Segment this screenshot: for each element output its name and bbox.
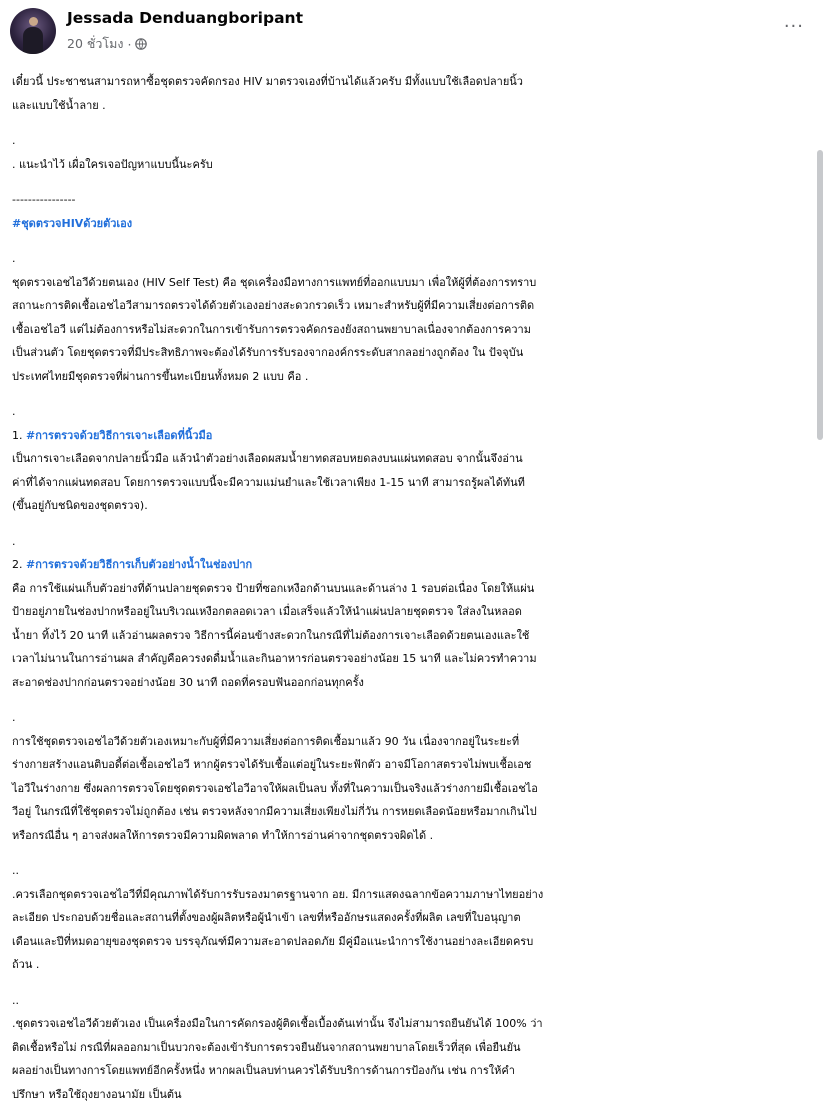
hashtag-link[interactable]: #ชุดตรวจHIVด้วยตัวเอง xyxy=(12,212,812,236)
more-options-icon[interactable]: ··· xyxy=(784,18,804,36)
definition-line: ประเทศไทยมีชุดตรวจที่ผ่านการขึ้นทะเบียนทั้งหมด 2 แบบ คือ . xyxy=(12,365,812,389)
intro-line: . แนะนำไว้ เผื่อใครเจอปัญหาแบบนี้นะครับ xyxy=(12,153,812,177)
method-2-line: น้ำยา ทิ้งไว้ 20 นาที แล้วอ่านผลตรวจ วิธีการนี้ค่อนข้างสะดวกในกรณีที่ไม่ต้องการเจาะเลือดด้วยตนเองและใช้ xyxy=(12,624,812,648)
quality-line: .ควรเลือกชุดตรวจเอชไอวีที่มีคุณภาพได้รับการรับรองมาตรฐานจาก อย. มีการแสดงฉลากข้อความภาษาไทยอย่าง xyxy=(12,883,812,907)
avatar-body xyxy=(23,27,43,54)
quality-line: ถ้วน . xyxy=(12,953,812,977)
meta-separator: · xyxy=(127,37,131,52)
post-meta xyxy=(67,34,147,54)
screening-line: ปรึกษา หรือใช้ถุงยางอนามัย เป็นต้น xyxy=(12,1083,812,1106)
method-2-number: 2. xyxy=(12,558,26,571)
scrollbar-thumb[interactable] xyxy=(817,150,823,440)
dot-line: . xyxy=(12,400,812,424)
intro-line: เดี๋ยวนี้ ประชาชนสามารถหาซื้อชุดตรวจคัดกรอง HIV มาตรวจเองที่บ้านได้แล้วครับ มีทั้งแบบใช้เลือดปลายนิ้ว xyxy=(12,70,812,94)
method-1-line: (ขึ้นอยู่กับชนิดของชุดตรวจ). xyxy=(12,494,812,518)
globe-icon xyxy=(135,38,147,50)
usage-line: การใช้ชุดตรวจเอชไอวีด้วยตัวเองเหมาะกับผู้ที่มีความเสี่ยงต่อการติดเชื้อมาแล้ว 90 วัน เนื่องจากอยู่ในระยะที่ xyxy=(12,730,812,754)
usage-line: วีอยู่ ในกรณีที่ใช้ชุดตรวจไม่ถูกต้อง เช่น ตรวจหลังจากมีความเสี่ยงเพียงไม่กี่วัน การหยดเลือดน้อยหรือมากเกินไป xyxy=(12,800,812,824)
dot-line: . xyxy=(12,129,812,153)
definition-line: ชุดตรวจเอชไอวีด้วยตนเอง (HIV Self Test) คือ ชุดเครื่องมือทางการแพทย์ที่ออกแบบมา เพื่อให้ผู้ที่ต้องการทราบ xyxy=(12,271,812,295)
intro-line: และแบบใช้น้ำลาย . xyxy=(12,94,812,118)
definition-line: เชื้อเอชไอวี แต่ไม่ต้องการหรือไม่สะดวกในการเข้ารับการตรวจคัดกรองยังสถานพยาบาลเนื่องจากต้องการความ xyxy=(12,318,812,342)
quality-line: ละเอียด ประกอบด้วยชื่อและสถานที่ตั้งของผู้ผลิตหรือผู้นำเข้า เลขที่หรืออักษรแสดงครั้งที่ผลิต เลขที่ใบอนุญาต xyxy=(12,906,812,930)
usage-line: ร่างกายสร้างแอนติบอดี้ต่อเชื้อเอชไอวี หากผู้ตรวจได้รับเชื้อแต่อยู่ในระยะฟักตัว อาจมีโอกาสตรวจไม่พบเชื้อเอช xyxy=(12,753,812,777)
method-1-heading xyxy=(12,424,812,448)
method-1-hashtag[interactable]: #การตรวจด้วยวิธีการเจาะเลือดที่นิ้วมือ xyxy=(26,429,212,442)
method-2-line: เวลาไม่นานในการอ่านผล สำคัญคือควรงดดื่มน้ำและกินอาหารก่อนตรวจอย่างน้อย 15 นาที และไม่ควรทำความ xyxy=(12,647,812,671)
dot-line: . xyxy=(12,247,812,271)
method-2-heading xyxy=(12,553,812,577)
method-2-line: สะอาดช่องปากก่อนตรวจอย่างน้อย 30 นาที ถอดที่ครอบฟันออกก่อนทุกครั้ง xyxy=(12,671,812,695)
usage-line: ไอวีในร่างกาย ซึ่งผลการตรวจโดยชุดตรวจเอชไอวีอาจให้ผลเป็นลบ ทั้งที่ในความเป็นจริงแล้วร่างกายมีเชื้อเอชไอ xyxy=(12,777,812,801)
usage-line: หรือกรณีอื่น ๆ อาจส่งผลให้การตรวจมีความผิดพลาด ทำให้การอ่านค่าจากชุดตรวจผิดได้ . xyxy=(12,824,812,848)
method-1-line: เป็นการเจาะเลือดจากปลายนิ้วมือ แล้วนำตัวอย่างเลือดผสมน้ำยาทดสอบหยดลงบนแผ่นทดสอบ จากนั้นจึงอ่าน xyxy=(12,447,812,471)
post-body xyxy=(12,70,812,1106)
screening-line: ผลอย่างเป็นทางการโดยแพทย์อีกครั้งหนึ่ง หากผลเป็นลบท่านควรได้รับบริการด้านการป้องกัน เช่น การให้คำ xyxy=(12,1059,812,1083)
method-2-line: ป้ายอยู่ภายในช่องปากหรืออยู่ในบริเวณเหงือกตลอดเวลา เมื่อเสร็จแล้วให้นำแผ่นปลายชุดตรวจ ใส่ลงในหลอด xyxy=(12,600,812,624)
method-1-number: 1. xyxy=(12,429,26,442)
definition-line: เป็นส่วนตัว โดยชุดตรวจที่มีประสิทธิภาพจะต้องได้รับการรับรองจากองค์กรระดับสากลอย่างถูกต้อง ใน ปัจจุบัน xyxy=(12,341,812,365)
dot-line: .. xyxy=(12,859,812,883)
definition-line: สถานะการติดเชื้อเอชไอวีสามารถตรวจได้ด้วยตัวเองอย่างสะดวกรวดเร็ว เหมาะสำหรับผู้ที่มีความเสี่ยงต่อการติด xyxy=(12,294,812,318)
avatar-head xyxy=(29,17,38,26)
author-name[interactable]: Jessada Denduangboripant xyxy=(67,9,303,27)
dot-line: . xyxy=(12,706,812,730)
quality-line: เดือนและปีที่หมดอายุของชุดตรวจ บรรจุภัณฑ์มีความสะอาดปลอดภัย มีคู่มือแนะนำการใช้งานอย่างละเอียดครบ xyxy=(12,930,812,954)
method-1-line: ค่าที่ได้จากแผ่นทดสอบ โดยการตรวจแบบนี้จะมีความแม่นยำและใช้เวลาเพียง 1-15 นาที สามารถรู้ผลได้ทันที xyxy=(12,471,812,495)
post-header xyxy=(10,6,810,58)
dot-line: . xyxy=(12,530,812,554)
screening-line: .ชุดตรวจเอชไอวีด้วยตัวเอง เป็นเครื่องมือในการคัดกรองผู้ติดเชื้อเบื้องต้นเท่านั้น จึงไม่สามารถยืนยันได้ 100% ว่า xyxy=(12,1012,812,1036)
method-2-line: คือ การใช้แผ่นเก็บตัวอย่างที่ด้านปลายชุดตรวจ ป้ายที่ซอกเหงือกด้านบนและด้านล่าง 1 รอบต่อเนื่อง โดยให้แผ่น xyxy=(12,577,812,601)
screening-line: ติดเชื้อหรือไม่ กรณีที่ผลออกมาเป็นบวกจะต้องเข้ารับการตรวจยืนยันจากสถานพยาบาลโดยเร็วที่สุด เพื่อยืนยัน xyxy=(12,1036,812,1060)
separator-line: ---------------- xyxy=(12,188,812,212)
post-time[interactable]: 20 ชั่วโมง xyxy=(67,34,123,54)
method-2-hashtag[interactable]: #การตรวจด้วยวิธีการเก็บตัวอย่างน้ำในช่องปาก xyxy=(26,558,252,571)
dot-line: .. xyxy=(12,989,812,1013)
author-avatar[interactable] xyxy=(10,8,56,54)
